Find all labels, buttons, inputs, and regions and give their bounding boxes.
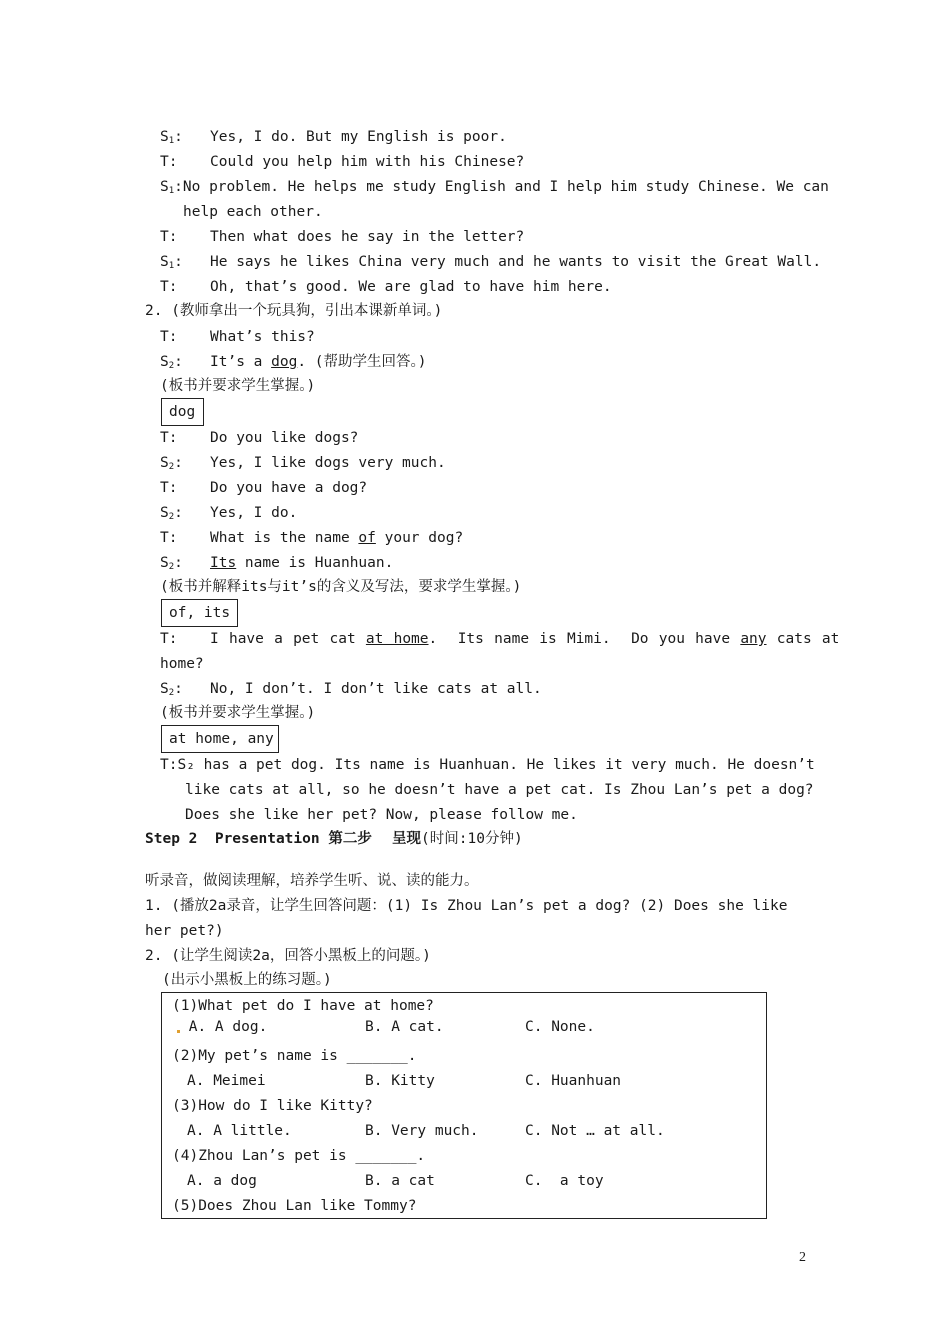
dialogue-line-s2: $S_2$: Its name is Huanhuan. xyxy=(160,555,394,572)
dialogue-line-continuation: like cats at all, so he doesn’t have a pet cat. Is Zhou Lan’s pet a dog? xyxy=(185,782,814,798)
quiz-blackboard xyxy=(161,992,767,1219)
quiz-option-c: C. Not … at all. xyxy=(525,1123,665,1139)
step-item-2: 2. (让学生阅读2a，回答小黑板上的问题。) xyxy=(145,948,431,964)
quiz-option-b: B. A cat. xyxy=(365,1019,444,1035)
new-word-at-home: at home xyxy=(365,631,429,647)
new-word-its: Its xyxy=(210,555,237,571)
dialogue-line-t: T: Do you have a dog? xyxy=(160,480,368,496)
quiz-option-a: A. Meimei xyxy=(187,1073,266,1089)
editor-mark xyxy=(177,1030,180,1033)
dialogue-line-t: T: Then what does he say in the letter? xyxy=(160,229,525,245)
step-item-1: 1. (播放2a录音，让学生回答问题：(1) Is Zhou Lan’s pet a dog? (2) Does she like xyxy=(145,898,788,914)
quiz-option-c: C. a toy xyxy=(525,1173,604,1189)
section-heading: Step 2 Presentation 第二步 呈现(时间:10分钟) xyxy=(145,831,523,847)
quiz-question: (2)My pet’s name is _______. xyxy=(172,1048,417,1064)
quiz-question: (1)What pet do I have at home? xyxy=(172,998,434,1014)
dialogue-line-s1: $S_1$: He says he likes China very much and he wants to visit the Great Wall. xyxy=(160,254,822,271)
dialogue-line-s2: $S_2$: It’s a dog. (帮助学生回答。) xyxy=(160,354,427,371)
quiz-option-c: C. None. xyxy=(525,1019,595,1035)
vocab-box-dog: dog xyxy=(161,398,204,426)
dialogue-line-t: T: What is the name of your dog? xyxy=(160,530,464,546)
page-number: 2 xyxy=(799,1250,806,1265)
quiz-option-b: B. a cat xyxy=(365,1173,435,1189)
dialogue-line-t: T:S₂ has a pet dog. Its name is Huanhuan. He likes it very much. He doesn’t xyxy=(160,757,815,773)
quiz-question: (4)Zhou Lan’s pet is _______. xyxy=(172,1148,426,1164)
dialogue-line-t: T: Oh, that’s good. We are glad to have him here. xyxy=(160,279,612,295)
quiz-option-b: B. Very much. xyxy=(365,1123,479,1139)
item-heading: 2. (教师拿出一个玩具狗，引出本课新单词。) xyxy=(145,303,443,319)
dialogue-line-continuation: home? xyxy=(160,656,204,672)
section-intro: 听录音，做阅读理解，培养学生听、说、读的能力。 xyxy=(145,873,479,889)
quiz-question: (3)How do I like Kitty? xyxy=(172,1098,373,1114)
board-note: (出示小黑板上的练习题。) xyxy=(162,972,332,988)
quiz-question: (5)Does Zhou Lan like Tommy? xyxy=(172,1198,417,1214)
board-note: (板书并要求学生掌握。) xyxy=(160,705,316,721)
dialogue-line-s2: $S_2$: Yes, I do. xyxy=(160,505,298,522)
new-word-dog: dog xyxy=(271,354,298,370)
dialogue-line-t: T: What’s this? xyxy=(160,329,315,345)
dialogue-line-t: T: Could you help him with his Chinese? xyxy=(160,154,525,170)
new-word-of: of xyxy=(358,530,376,546)
quiz-option-a: A. a dog xyxy=(187,1173,257,1189)
quiz-option-c: C. Huanhuan xyxy=(525,1073,622,1089)
board-note: (板书并要求学生掌握。) xyxy=(160,378,316,394)
step-item-1-continuation: her pet?) xyxy=(145,923,224,939)
dialogue-line-s2: $S_2$: Yes, I like dogs very much. xyxy=(160,455,446,472)
vocab-box-of-its: of, its xyxy=(161,599,238,627)
dialogue-line-continuation: help each other. xyxy=(183,204,323,220)
dialogue-line-s1: $S_1:No$ problem. He helps me study English and I help him study Chinese. We can xyxy=(160,179,829,196)
dialogue-line-t: T: I have a pet cat at home. Its name is Mimi. Do you have any cats at xyxy=(160,631,840,647)
dialogue-line-s1: $S_1$: Yes, I do. But my English is poor. xyxy=(160,129,507,146)
vocab-box-at-home-any: at home, any xyxy=(161,725,279,753)
quiz-option-a: A. A dog. xyxy=(176,1018,267,1036)
dialogue-line-continuation: Does she like her pet? Now, please follow me. xyxy=(185,807,578,823)
new-word-any: any xyxy=(740,631,767,647)
quiz-option-a: A. A little. xyxy=(187,1123,292,1139)
dialogue-line-t: T: Do you like dogs? xyxy=(160,430,359,446)
dialogue-line-s2: $S_2$: No, I don’t. I don’t like cats at all. xyxy=(160,681,542,698)
board-note: (板书并解释its与it’s的含义及写法，要求学生掌握。) xyxy=(160,579,522,595)
quiz-option-b: B. Kitty xyxy=(365,1073,435,1089)
